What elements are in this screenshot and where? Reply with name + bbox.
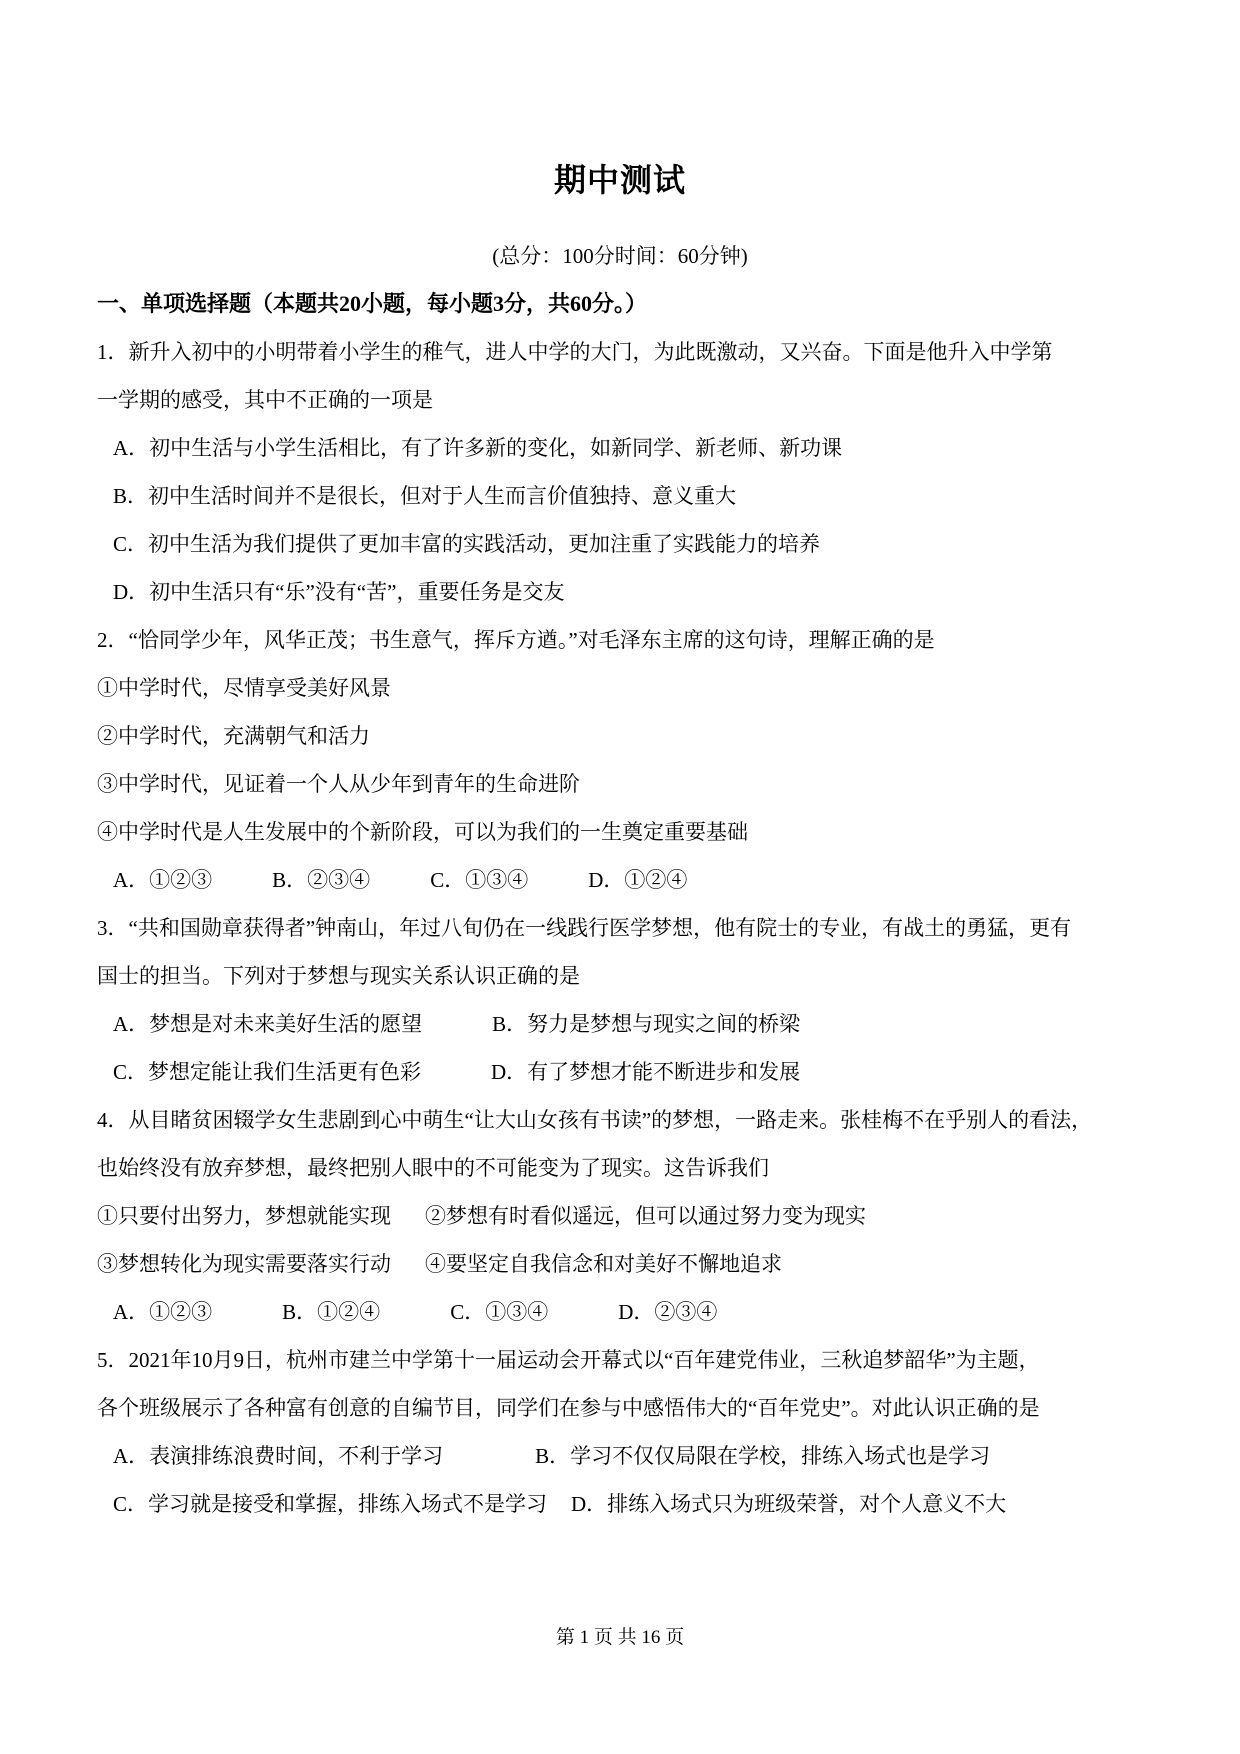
question-4-subitems-row-1 xyxy=(97,1192,1143,1240)
question-5 xyxy=(97,1336,1143,1528)
question-3-option-d: D．有了梦想才能不断进步和发展 xyxy=(491,1060,801,1084)
question-3-option-b: B．努力是梦想与现实之间的桥梁 xyxy=(492,1012,801,1036)
question-5-stem-line-2: 各个班级展示了各种富有创意的自编节目，同学们在参与中感悟伟大的“百年党史”。对此认识正确的是 xyxy=(97,1396,1040,1420)
question-1-stem-line-2: 一学期的感受，其中不正确的一项是 xyxy=(97,388,433,412)
question-2-option-a: A．①②③ xyxy=(113,868,213,892)
question-3-option-c: C．梦想定能让我们生活更有色彩 xyxy=(113,1060,422,1084)
question-4-stem-line-2: 也始终没有放弃梦想，最终把别人眼中的不可能变为了现实。这告诉我们 xyxy=(97,1156,769,1180)
question-4-subitem-2: ②梦想有时看似遥远，但可以通过努力变为现实 xyxy=(425,1204,866,1228)
question-2-stem-line-1: 2．“恰同学少年，风华正茂；书生意气，挥斥方遒。”对毛泽东主席的这句诗，理解正确的是 xyxy=(97,628,935,652)
question-2 xyxy=(97,616,1143,904)
question-1-stem-line-1: 1．新升入初中的小明带着小学生的稚气，进人中学的大门，为此既激动，又兴奋。下面是他升入中学第 xyxy=(97,340,1053,364)
question-3-options-row-2 xyxy=(97,1048,1143,1096)
question-4-subitem-3: ③梦想转化为现实需要落实行动 xyxy=(97,1252,391,1276)
question-2-subitem-3: ③中学时代，见证着一个人从少年到青年的生命进阶 xyxy=(97,772,580,796)
question-3-stem-line-2: 国士的担当。下列对于梦想与现实关系认识正确的是 xyxy=(97,964,580,988)
question-5-option-d: D．排练入场式只为班级荣誉，对个人意义不大 xyxy=(571,1492,1007,1516)
question-5-stem-line-1: 5．2021年10月9日，杭州市建兰中学第十一届运动会开幕式以“百年建党伟业，三秋追梦韶华”为主题， xyxy=(97,1348,1040,1372)
question-4 xyxy=(97,1096,1143,1336)
question-4-option-d: D．②③④ xyxy=(618,1300,718,1324)
page-title: 期中测试 xyxy=(553,162,686,198)
question-4-subitem-1: ①只要付出努力，梦想就能实现 xyxy=(97,1204,391,1228)
question-3-stem-line-1: 3．“共和国勋章获得者”钟南山，年过八旬仍在一线践行医学梦想，他有院士的专业，有战土的勇猛，更有 xyxy=(97,916,1072,940)
question-4-subitems-row-2 xyxy=(97,1240,1143,1288)
page-subtitle: (总分：100分时间：60分钟) xyxy=(492,244,748,268)
question-1 xyxy=(97,328,1143,616)
question-5-option-c: C．学习就是接受和掌握，排练入场式不是学习 xyxy=(113,1492,548,1516)
question-3-option-a: A．梦想是对未来美好生活的愿望 xyxy=(113,1012,423,1036)
section-heading: 一、单项选择题（本题共20小题，每小题3分，共60分。） xyxy=(97,291,648,316)
question-1-option-a: A．初中生活与小学生活相比，有了许多新的变化，如新同学、新老师、新功课 xyxy=(113,436,843,460)
question-4-options-row xyxy=(97,1288,1143,1336)
question-4-option-a: A．①②③ xyxy=(113,1300,213,1324)
question-2-subitem-2: ②中学时代，充满朝气和活力 xyxy=(97,724,370,748)
question-1-option-b: B．初中生活时间并不是很长，但对于人生而言价值独持、意义重大 xyxy=(113,484,737,508)
question-5-options-row-2 xyxy=(97,1480,1143,1528)
question-4-subitem-4: ④要坚定自我信念和对美好不懈地追求 xyxy=(425,1252,782,1276)
question-4-option-b: B．①②④ xyxy=(282,1300,381,1324)
question-3 xyxy=(97,904,1143,1096)
question-4-stem-line-1: 4．从目睹贫困辍学女生悲剧到心中萌生“让大山女孩有书读”的梦想，一路走来。张桂梅不在乎别人的看法， xyxy=(97,1108,1093,1132)
question-4-option-c: C．①③④ xyxy=(450,1300,549,1324)
question-3-options-row-1 xyxy=(97,1000,1143,1048)
question-2-options-row xyxy=(97,856,1143,904)
question-2-subitem-4: ④中学时代是人生发展中的个新阶段，可以为我们的一生奠定重要基础 xyxy=(97,820,748,844)
page-number: 第 1 页 共 16 页 xyxy=(555,1627,685,1648)
question-5-option-a: A．表演排练浪费时间，不利于学习 xyxy=(113,1444,444,1468)
question-2-option-d: D．①②④ xyxy=(588,868,688,892)
question-1-option-c: C．初中生活为我们提供了更加丰富的实践活动，更加注重了实践能力的培养 xyxy=(113,532,821,556)
question-1-option-d: D．初中生活只有“乐”没有“苦”，重要任务是交友 xyxy=(113,580,565,604)
question-5-options-row-1 xyxy=(97,1432,1143,1480)
question-2-subitem-1: ①中学时代，尽情享受美好风景 xyxy=(97,676,391,700)
question-2-option-b: B．②③④ xyxy=(272,868,371,892)
question-2-option-c: C．①③④ xyxy=(430,868,529,892)
question-5-option-b: B．学习不仅仅局限在学校，排练入场式也是学习 xyxy=(535,1444,991,1468)
